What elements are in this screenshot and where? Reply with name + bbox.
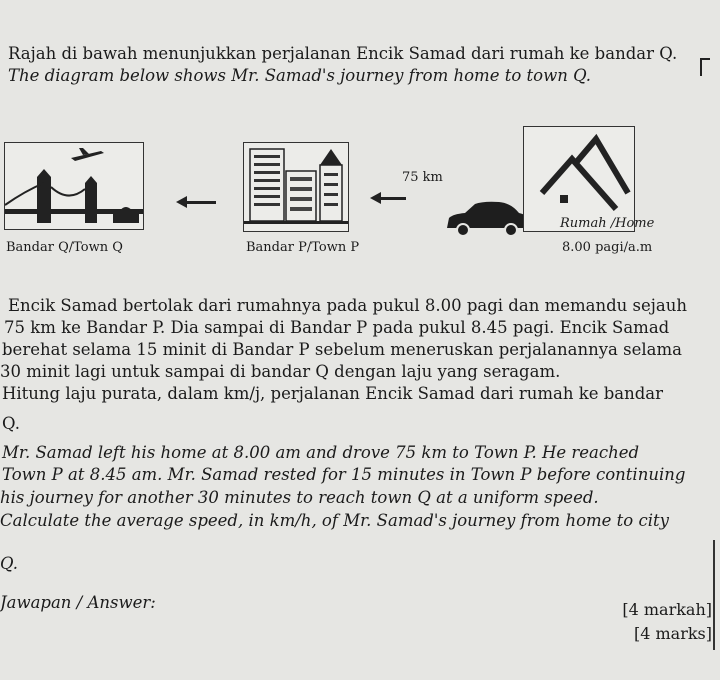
body-ms-line: Encik Samad bertolak dari rumahnya pada pukul 8.00 pagi dan memandu sejauh <box>8 296 687 315</box>
body-en-line: Mr. Samad left his home at 8.00 am and drove 75 km to Town P. He reached <box>2 443 640 462</box>
home-time: 8.00 pagi/a.m <box>562 240 653 255</box>
distance-label: 75 km <box>402 170 443 185</box>
bridge-icon <box>5 169 143 223</box>
intro-malay: Rajah di bawah menunjukkan perjalanan Encik Samad dari rumah ke bandar Q. <box>8 44 678 63</box>
home-label: Rumah /Home <box>560 216 655 231</box>
town-q-label: Bandar Q/Town Q <box>6 240 123 255</box>
buildings-icon <box>244 143 348 231</box>
left-arrow-icon <box>186 201 216 204</box>
bracket-mark <box>700 58 710 76</box>
airplane-icon <box>71 148 104 161</box>
answer-label: Jawapan / Answer: <box>0 593 156 612</box>
body-ms-line: Hitung laju purata, dalam km/j, perjalanan Encik Samad dari rumah ke bandar <box>2 384 664 403</box>
car-icon <box>443 200 533 238</box>
margin-line <box>713 540 715 650</box>
marks-english: [4 marks] <box>633 624 712 643</box>
body-en-line: his journey for another 30 minutes to reach town Q at a uniform speed. <box>0 488 599 507</box>
left-arrow-icon <box>380 197 406 200</box>
body-ms-line: berehat selama 15 minit di Bandar P sebelum meneruskan perjalanannya selama <box>2 340 682 359</box>
body-ms-line: Q. <box>2 414 20 433</box>
intro-english: The diagram below shows Mr. Samad's journey from home to town Q. <box>8 66 592 85</box>
town-p-picture <box>243 142 349 232</box>
journey-diagram <box>0 120 720 270</box>
body-en-line: Town P at 8.45 am. Mr. Samad rested for 15 minutes in Town P before continuing <box>2 465 686 484</box>
marks-malay: [4 markah] <box>622 600 712 619</box>
town-q-picture <box>4 142 144 230</box>
body-ms-line: 30 minit lagi untuk sampai di bandar Q dengan laju yang seragam. <box>0 362 561 381</box>
body-en-line: Q. <box>0 554 18 573</box>
body-ms-line: 75 km ke Bandar P. Dia sampai di Bandar P pada pukul 8.45 pagi. Encik Samad <box>4 318 670 337</box>
body-en-line: Calculate the average speed, in km/h, of Mr. Samad's journey from home to city <box>0 511 669 530</box>
town-p-label: Bandar P/Town P <box>246 240 360 255</box>
